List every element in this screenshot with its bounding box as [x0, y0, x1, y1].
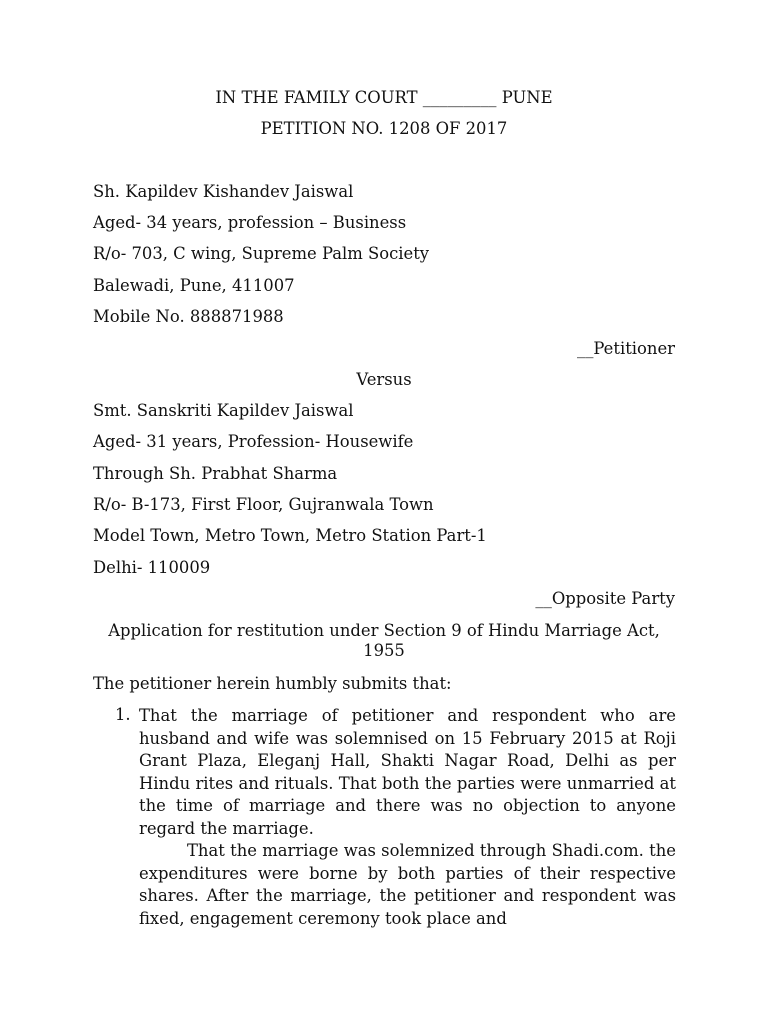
- petitioner-role-label: __Petitioner: [577, 339, 675, 358]
- intro-statement: The petitioner herein humbly submits that:: [93, 674, 452, 693]
- petitioner-address-line1: R/o- 703, C wing, Supreme Palm Society: [93, 244, 430, 263]
- petitioner-mobile: Mobile No. 888871988: [93, 307, 284, 326]
- opposite-party-address-line1: R/o- B-173, First Floor, Gujranwala Town: [93, 495, 434, 514]
- petitioner-name: Sh. Kapildev Kishandev Jaiswal: [93, 182, 354, 201]
- petitioner-age-profession: Aged- 34 years, profession – Business: [93, 213, 407, 232]
- list-item-number: 1.: [115, 705, 131, 724]
- opposite-party-name: Smt. Sanskriti Kapildev Jaiswal: [93, 401, 354, 420]
- opposite-party-address-line3: Delhi- 110009: [93, 558, 211, 577]
- opposite-party-through: Through Sh. Prabhat Sharma: [93, 464, 338, 483]
- opposite-party-age-profession: Aged- 31 years, Profession- Housewife: [93, 432, 414, 451]
- list-item-paragraph: That the marriage of petitioner and respondent who are husband and wife was solemnised on 15 February 2015 at Roji Grant Plaza, Eleganj Hall, Shakti Nagar Road, Delhi as per Hindu rites and rituals. That both the parties were unmarried at the time of marriage and there was no objection to anyone regard the marriage.: [139, 706, 676, 838]
- versus-label: Versus: [356, 370, 412, 389]
- list-item-paragraph: That the marriage was solemnized through Shadi.com. the expenditures were borne by both parties of their respective shares. After the marriage, the petitioner and respondent was fixed, engagement ceremony took place and: [139, 841, 676, 928]
- application-title: Application for restitution under Section 9 of Hindu Marriage Act, 1955: [108, 621, 660, 660]
- opposite-party-address-line2: Model Town, Metro Town, Metro Station Part-1: [93, 526, 487, 545]
- petition-number: PETITION NO. 1208 OF 2017: [260, 119, 508, 138]
- court-heading: IN THE FAMILY COURT _________ PUNE: [215, 88, 553, 107]
- petitioner-address-line2: Balewadi, Pune, 411007: [93, 276, 295, 295]
- opposite-party-role-label: __Opposite Party: [535, 589, 675, 608]
